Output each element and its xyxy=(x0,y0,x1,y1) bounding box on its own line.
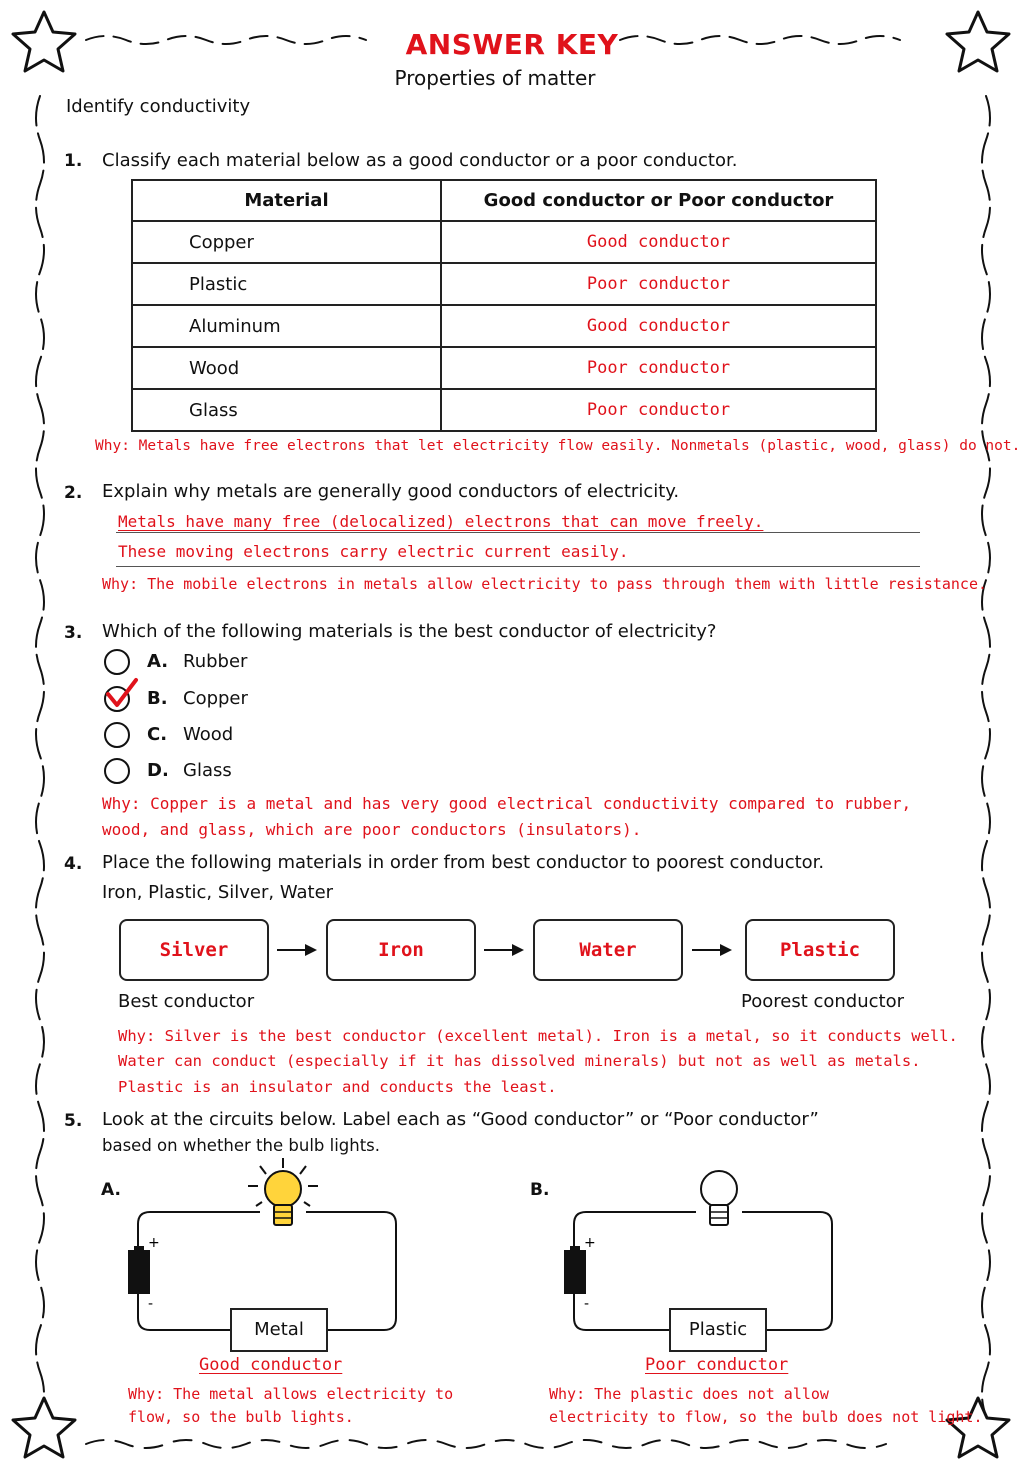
circuit-letter: B. xyxy=(530,1180,550,1200)
answer-cell: Poor conductor xyxy=(441,347,876,389)
material-cell: Wood xyxy=(132,347,441,389)
question-text: Explain why metals are generally good conductors of electricity. xyxy=(102,481,680,502)
battery-icon xyxy=(564,1246,586,1294)
arrow-right-icon xyxy=(484,942,524,958)
answer-cell: Poor conductor xyxy=(441,263,876,305)
arrow-right-icon xyxy=(277,942,317,958)
option-letter: A. xyxy=(147,651,169,672)
answer-line-1: Metals have many free (delocalized) electrons that can move freely. xyxy=(118,512,764,531)
battery-icon xyxy=(128,1246,150,1294)
table-row xyxy=(132,263,876,305)
option-letter: C. xyxy=(147,724,168,745)
arrow-right-icon xyxy=(692,942,732,958)
question-text: Place the following materials in order from best conductor to poorest conductor. xyxy=(102,852,825,873)
question-text: Which of the following materials is the best conductor of electricity? xyxy=(102,621,717,642)
material-list: Iron, Plastic, Silver, Water xyxy=(102,882,334,903)
why-explanation: Why: The metal allows electricity to xyxy=(128,1385,454,1403)
star-icon xyxy=(13,1398,75,1457)
option-radio-d[interactable] xyxy=(104,758,130,784)
poorest-conductor-label: Poorest conductor xyxy=(741,991,904,1012)
table-header: Material xyxy=(132,180,441,221)
page-subtitle: Properties of matter xyxy=(394,66,596,90)
option-radio-c[interactable] xyxy=(104,722,130,748)
circuit-answer: Poor conductor xyxy=(645,1355,789,1375)
question-text: Classify each material below as a good conductor or a poor conductor. xyxy=(102,150,738,171)
why-explanation: Why: Copper is a metal and has very good electrical conductivity compared to rubber, xyxy=(102,794,912,813)
circuit-answer: Good conductor xyxy=(199,1355,343,1375)
battery-plus: + xyxy=(148,1235,160,1251)
checkmark-icon xyxy=(100,676,140,712)
question-number: 4. xyxy=(64,854,83,874)
table-row xyxy=(132,389,876,431)
why-explanation: Plastic is an insulator and conducts the least. xyxy=(118,1078,557,1096)
question-text: Look at the circuits below. Label each as “Good conductor” or “Poor conductor” xyxy=(102,1109,819,1130)
option-label[interactable]: Rubber xyxy=(183,651,248,672)
table-row xyxy=(132,347,876,389)
option-letter: B. xyxy=(147,688,168,709)
answer-cell: Good conductor xyxy=(441,221,876,263)
answer-cell: Poor conductor xyxy=(441,389,876,431)
why-explanation: Why: The plastic does not allow xyxy=(549,1385,829,1403)
table-header: Good conductor or Poor conductor xyxy=(441,180,876,221)
star-icon xyxy=(947,1398,1009,1457)
question-number: 2. xyxy=(64,483,83,503)
order-box-3: Water xyxy=(533,919,683,981)
page-title: ANSWER KEY xyxy=(405,28,619,61)
why-explanation: Water can conduct (especially if it has dissolved minerals) but not as well as metals. xyxy=(118,1052,921,1070)
lightbulb-off-icon xyxy=(701,1171,737,1225)
battery-minus: - xyxy=(584,1296,590,1312)
table-row xyxy=(132,221,876,263)
material-cell: Copper xyxy=(132,221,441,263)
order-box-1: Silver xyxy=(119,919,269,981)
order-box-4: Plastic xyxy=(745,919,895,981)
option-label[interactable]: Glass xyxy=(183,760,232,781)
question-text: based on whether the bulb lights. xyxy=(102,1136,381,1155)
answer-line-2: These moving electrons carry electric current easily. xyxy=(118,542,629,561)
table-row xyxy=(132,305,876,347)
order-box-2: Iron xyxy=(326,919,476,981)
option-label[interactable]: Wood xyxy=(183,724,234,745)
why-explanation: wood, and glass, which are poor conductors (insulators). xyxy=(102,820,642,839)
why-explanation: Why: Metals have free electrons that let electricity flow easily. Nonmetals (plastic, wood, glass) do not. xyxy=(95,438,1021,454)
circuit-letter: A. xyxy=(101,1180,121,1200)
battery-plus: + xyxy=(584,1235,596,1251)
answer-rule xyxy=(116,532,920,533)
circuit-material: Metal xyxy=(230,1308,328,1352)
material-cell: Plastic xyxy=(132,263,441,305)
option-label[interactable]: Copper xyxy=(183,688,248,709)
question-number: 1. xyxy=(64,151,83,171)
material-cell: Aluminum xyxy=(132,305,441,347)
best-conductor-label: Best conductor xyxy=(118,991,255,1012)
question-number: 3. xyxy=(64,623,83,643)
option-radio-a[interactable] xyxy=(104,649,130,675)
material-cell: Glass xyxy=(132,389,441,431)
lightbulb-lit-icon xyxy=(248,1158,318,1225)
why-explanation: flow, so the bulb lights. xyxy=(128,1408,354,1426)
section-heading: Identify conductivity xyxy=(66,96,251,117)
question-number: 5. xyxy=(64,1111,83,1131)
answer-cell: Good conductor xyxy=(441,305,876,347)
why-explanation: Why: Silver is the best conductor (excellent metal). Iron is a metal, so it conducts well. xyxy=(118,1027,958,1045)
conductivity-table xyxy=(131,179,877,432)
why-explanation: electricity to flow, so the bulb does not light. xyxy=(549,1408,983,1426)
why-explanation: Why: The mobile electrons in metals allow electricity to pass through them with little resistance. xyxy=(102,575,988,593)
battery-minus: - xyxy=(148,1296,154,1312)
circuit-material: Plastic xyxy=(669,1308,767,1352)
option-letter: D. xyxy=(147,760,169,781)
answer-rule xyxy=(116,566,920,567)
